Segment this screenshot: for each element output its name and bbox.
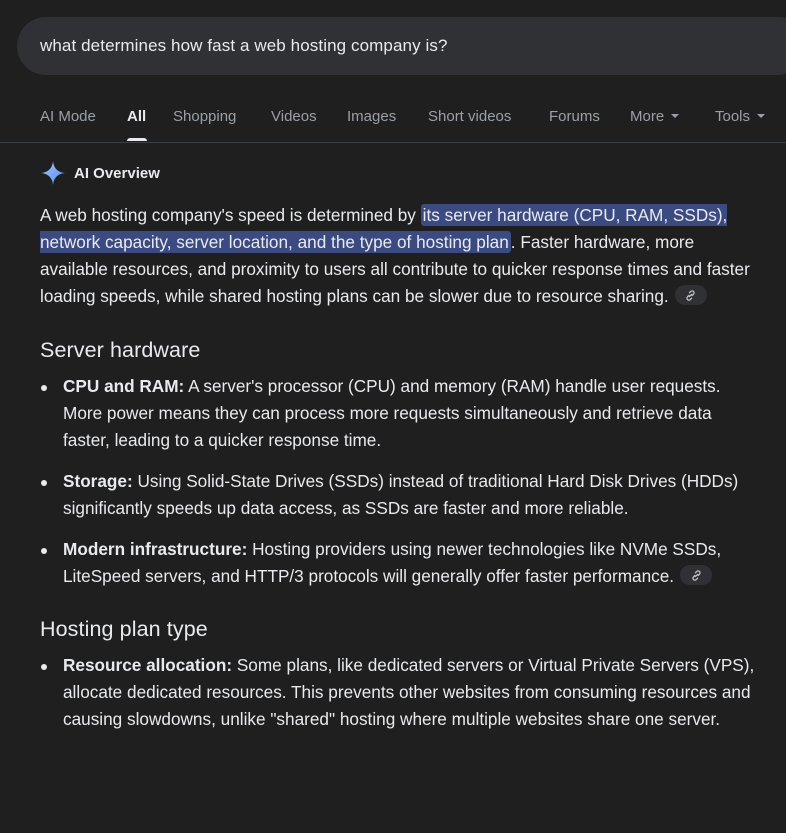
list-item	[63, 373, 760, 454]
search-bar[interactable]	[17, 17, 786, 75]
ai-overview-title: AI Overview	[74, 164, 160, 182]
section-heading-server-hardware: Server hardware	[40, 338, 201, 362]
list-item	[63, 536, 760, 590]
list-item	[63, 468, 760, 522]
chevron-down-icon	[671, 114, 679, 118]
server-hardware-list	[40, 373, 760, 590]
list-item-text: A server's processor (CPU) and memory (RAM) handle user requests. More power means they can process more requests simultaneously and retrieve data faster, leading to a quicker response time.	[63, 376, 721, 450]
tab-all[interactable]: All	[127, 108, 147, 125]
intro-paragraph	[40, 202, 760, 310]
source-link-button[interactable]	[680, 565, 712, 585]
link-icon	[684, 289, 697, 302]
search-input[interactable]: what determines how fast a web hosting company is?	[40, 36, 448, 55]
tab-shopping[interactable]: Shopping	[173, 108, 237, 125]
list-item-term: Storage:	[63, 471, 133, 491]
section-heading-hosting-plan-type: Hosting plan type	[40, 617, 208, 641]
tab-more-label: More	[630, 108, 665, 125]
active-tab-indicator	[127, 138, 147, 141]
intro-text-start: A web hosting company's speed is determined by	[40, 205, 421, 225]
tab-forums[interactable]: Forums	[549, 108, 600, 125]
list-item-term: CPU and RAM:	[63, 376, 185, 396]
tab-short-videos[interactable]: Short videos	[428, 108, 512, 125]
tab-images[interactable]: Images	[347, 108, 397, 125]
hosting-plan-list	[40, 652, 760, 733]
tab-ai-mode[interactable]: AI Mode	[40, 108, 96, 125]
intro-text-end: . Faster hardware, more available resources, and proximity to users all contribute to quicker response times and faster loading speeds, while shared hosting plans can be slower due to resource sharing.	[40, 232, 750, 306]
list-item-text: Some plans, like dedicated servers or Virtual Private Servers (VPS), allocate dedicated resources. This prevents other websites from consuming resources and causing slowdowns, unlike "shared" hosting where multiple websites share one server.	[63, 655, 755, 729]
ai-overview-header	[40, 159, 160, 187]
tab-tools-label: Tools	[715, 108, 751, 125]
list-item-text: Hosting providers using newer technologies like NVMe SSDs, LiteSpeed servers, and HTTP/3 protocols will generally offer faster performance.	[63, 539, 722, 586]
list-item-term: Modern infrastructure:	[63, 539, 248, 559]
search-tabs	[0, 96, 786, 143]
chevron-down-icon	[757, 114, 765, 118]
ai-overview-body	[40, 202, 760, 747]
list-item-term: Resource allocation:	[63, 655, 233, 675]
list-item-text: Using Solid-State Drives (SSDs) instead of traditional Hard Disk Drives (HDDs) significantly speeds up data access, as SSDs are faster and more reliable.	[63, 471, 739, 518]
tab-more[interactable]	[630, 108, 679, 125]
source-link-button[interactable]	[675, 285, 707, 305]
list-item	[63, 652, 760, 733]
tab-tools[interactable]	[715, 108, 765, 125]
intro-highlight: its server hardware (CPU, RAM, SSDs), network capacity, server location, and the type of hosting plan	[40, 205, 728, 252]
tab-videos[interactable]: Videos	[271, 108, 317, 125]
link-icon	[690, 569, 703, 582]
ai-sparkle-icon	[40, 160, 66, 186]
